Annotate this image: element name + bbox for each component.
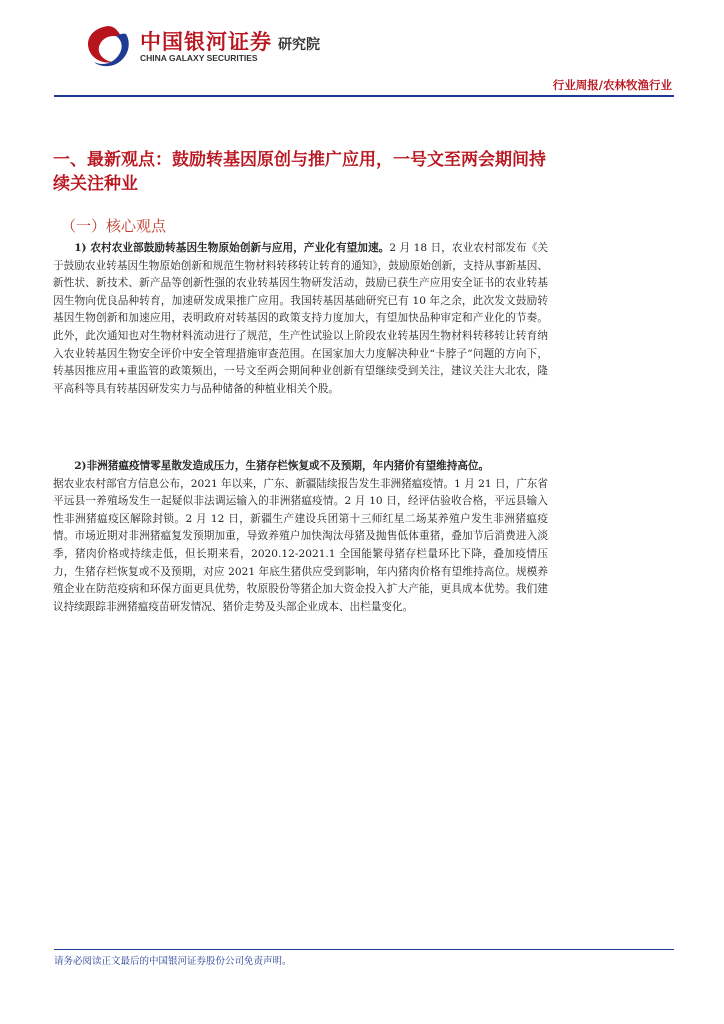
paragraph-body: 2 月 18 日，农业农村部发布《关于鼓励农业转基因生物原始创新和规范生物材料转移转让转育的通知》，鼓励原始创新，支持从事新基因、新性状、新技术、新产品等创新性强的农业转基因生物研发活动，鼓励已获生产应用安全证书的农业转基因生物向优良品种转育，加速研发成果推广应用。我国转基因基础研究已有 10 年之余，此次发文鼓励转基因生物创新和加速应用，表明政府对转基因的政策支持力度加大，有望加快品种审定和产业化的节奏。此外，此次通知也对生物材料流动进行了规范，生产性试验以上阶段农业转基因生物材料转移转让转育纳入农业转基因生物安全评价中安全管理措施审查范围。在国家加大力度解决种业“卡脖子”问题的方向下，转基因推应用+重监管的政策频出，一号文至两会期间种业创新有望继续受到关注，建议关注大北农，隆平高科等具有转基因研发实力与品种储备的种植业相关个股。 bbox=[53, 242, 548, 395]
company-logo bbox=[82, 22, 352, 70]
paragraph-1 bbox=[53, 240, 548, 398]
section-title: 一、最新观点：鼓励转基因原创与推广应用，一号文至两会期间持续关注种业 bbox=[53, 150, 546, 194]
paragraph-lead: 1) 农村农业部鼓励转基因生物原始创新与应用，产业化有望加速。 bbox=[74, 242, 390, 254]
brand-name-en: CHINA GALAXY SECURITIES bbox=[140, 53, 258, 63]
section-subtitle: （一）核心观点 bbox=[61, 217, 167, 235]
brand-name-cn: 中国银河证券 bbox=[140, 30, 272, 54]
header-divider bbox=[54, 95, 674, 97]
institute-label: 研究院 bbox=[278, 37, 320, 53]
report-type: 行业周报/农林牧渔行业 bbox=[552, 78, 672, 92]
footer-divider bbox=[54, 949, 674, 950]
paragraph-lead: 2)非洲猪瘟疫情零星散发造成压力，生猪存栏恢复或不及预期，年内猪价有望维持高位。 bbox=[74, 460, 490, 472]
paragraph-2 bbox=[53, 458, 548, 616]
footer-disclaimer: 请务必阅读正文最后的中国银河证券股份公司免责声明。 bbox=[54, 956, 292, 967]
galaxy-logo-icon bbox=[82, 22, 134, 70]
paragraph-body: 据农业农村部官方信息公布，2021 年以来，广东、新疆陆续报告发生非洲猪瘟疫情。1 月 21 日，广东省平远县一养殖场发生一起疑似非法调运输入的非洲猪瘟疫情。2 月 10 日，经评估验收合格，平远县输入性非洲猪瘟疫区解除封锁。2 月 12 日，新疆生产建设兵团第十三师红星二场某养殖户发生非洲猪瘟疫情。市场近期对非洲猪瘟复发预期加重，导致养殖户加快淘汰母猪及抛售低体重猪，叠加节后消费进入淡季，猪肉价格或持续走低，但长期来看，2020.12-2021.1 全国能繁母猪存栏量环比下降，叠加疫情压力，生猪存栏恢复或不及预期，对应 2021 年底生猪供应受到影响，年内猪肉价格有望维持高位。规模养殖企业在防范疫病和环保方面更具优势，牧原股份等猪企加大资金投入扩大产能，更具成本优势。我们建议持续跟踪非洲猪瘟疫苗研发情况、猪价走势及头部企业成本、出栏量变化。 bbox=[53, 477, 548, 613]
